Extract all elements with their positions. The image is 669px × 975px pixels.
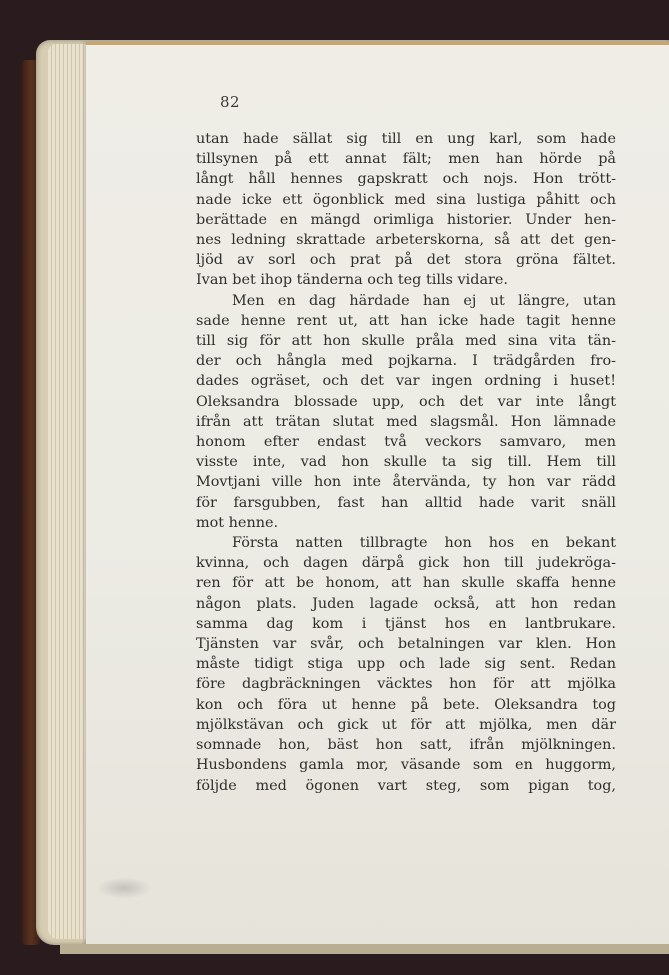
page-bottom-edge — [60, 944, 669, 954]
body-text — [196, 129, 616, 796]
text-line: der och hångla med pojkarna. I trädgården fro- — [196, 353, 616, 370]
text-line: ifrån att trätan slutat med slagsmål. Hon lämnade — [196, 413, 616, 430]
text-line: Husbondens gamla mor, väsande som en huggorm, — [196, 757, 616, 774]
text-line: dades ogräset, och det var ingen ordning i huset! — [196, 373, 616, 390]
text-line: mjölkstävan och gick ut för att mjölka, men där — [196, 716, 616, 733]
text-line: kvinna, och dagen därpå gick hon till judekröga- — [196, 555, 616, 572]
text-line: samma dag kom i tjänst hos en lantbrukare. — [196, 615, 616, 632]
text-line: Tjänsten var svår, och betalningen var klen. Hon — [196, 636, 616, 653]
text-line: Men en dag härdade han ej ut längre, utan — [232, 292, 616, 309]
text-line: till sig för att hon skulle pråla med sina vita tän- — [196, 333, 616, 350]
text-line: Oleksandra blossade upp, och det var inte långt — [196, 393, 616, 410]
text-line: ljöd av sorl och prat på det stora gröna fältet. — [196, 252, 616, 269]
text-line: berättade en mängd orimliga historier. Under hen- — [196, 211, 616, 228]
text-line: kon och föra ut henne på bete. Oleksandra tog — [196, 696, 616, 713]
text-line: måste tidigt stiga upp och lade sig sent. Redan — [196, 656, 616, 673]
text-line: nade icke ett ögonblick med sina lustiga påhitt och — [196, 191, 616, 208]
text-line: sade henne rent ut, att han icke hade tagit henne — [196, 312, 616, 329]
text-line: somnade hon, bäst hon satt, ifrån mjölkningen. — [196, 737, 616, 754]
text-line: visste inte, vad hon skulle ta sig till. Hem till — [196, 454, 616, 471]
text-line: tillsynen på ett annat fält; men han hörde på — [196, 151, 616, 168]
text-line: följde med ögonen vart steg, som pigan tog, — [196, 777, 616, 794]
text-line: långt håll hennes gapskratt och nojs. Hon trött- — [196, 171, 616, 188]
page-smudge — [96, 877, 152, 899]
text-line: honom efter endast två veckors samvaro, men — [196, 434, 616, 451]
book-page — [86, 42, 669, 947]
text-line: före dagbräckningen väcktes hon för att mjölka — [196, 676, 616, 693]
text-line: mot henne. — [196, 514, 279, 531]
text-line: ren för att be honom, att han skulle skaffa henne — [196, 575, 616, 592]
text-line: någon plats. Juden lagade också, att hon redan — [196, 595, 616, 612]
page-number: 82 — [220, 93, 241, 111]
text-line: Ivan bet ihop tänderna och teg tills vidare. — [196, 272, 508, 289]
text-line: Första natten tillbragte hon hos en bekant — [232, 535, 616, 552]
text-line: Movtjani ville hon inte återvända, ty hon var rädd — [196, 474, 616, 491]
text-line: för farsgubben, fast han alltid hade varit snäll — [196, 494, 616, 511]
text-line: nes ledning skrattade arbeterskorna, så att det gen- — [196, 232, 616, 249]
text-line: utan hade sällat sig till en ung karl, som hade — [196, 131, 616, 147]
